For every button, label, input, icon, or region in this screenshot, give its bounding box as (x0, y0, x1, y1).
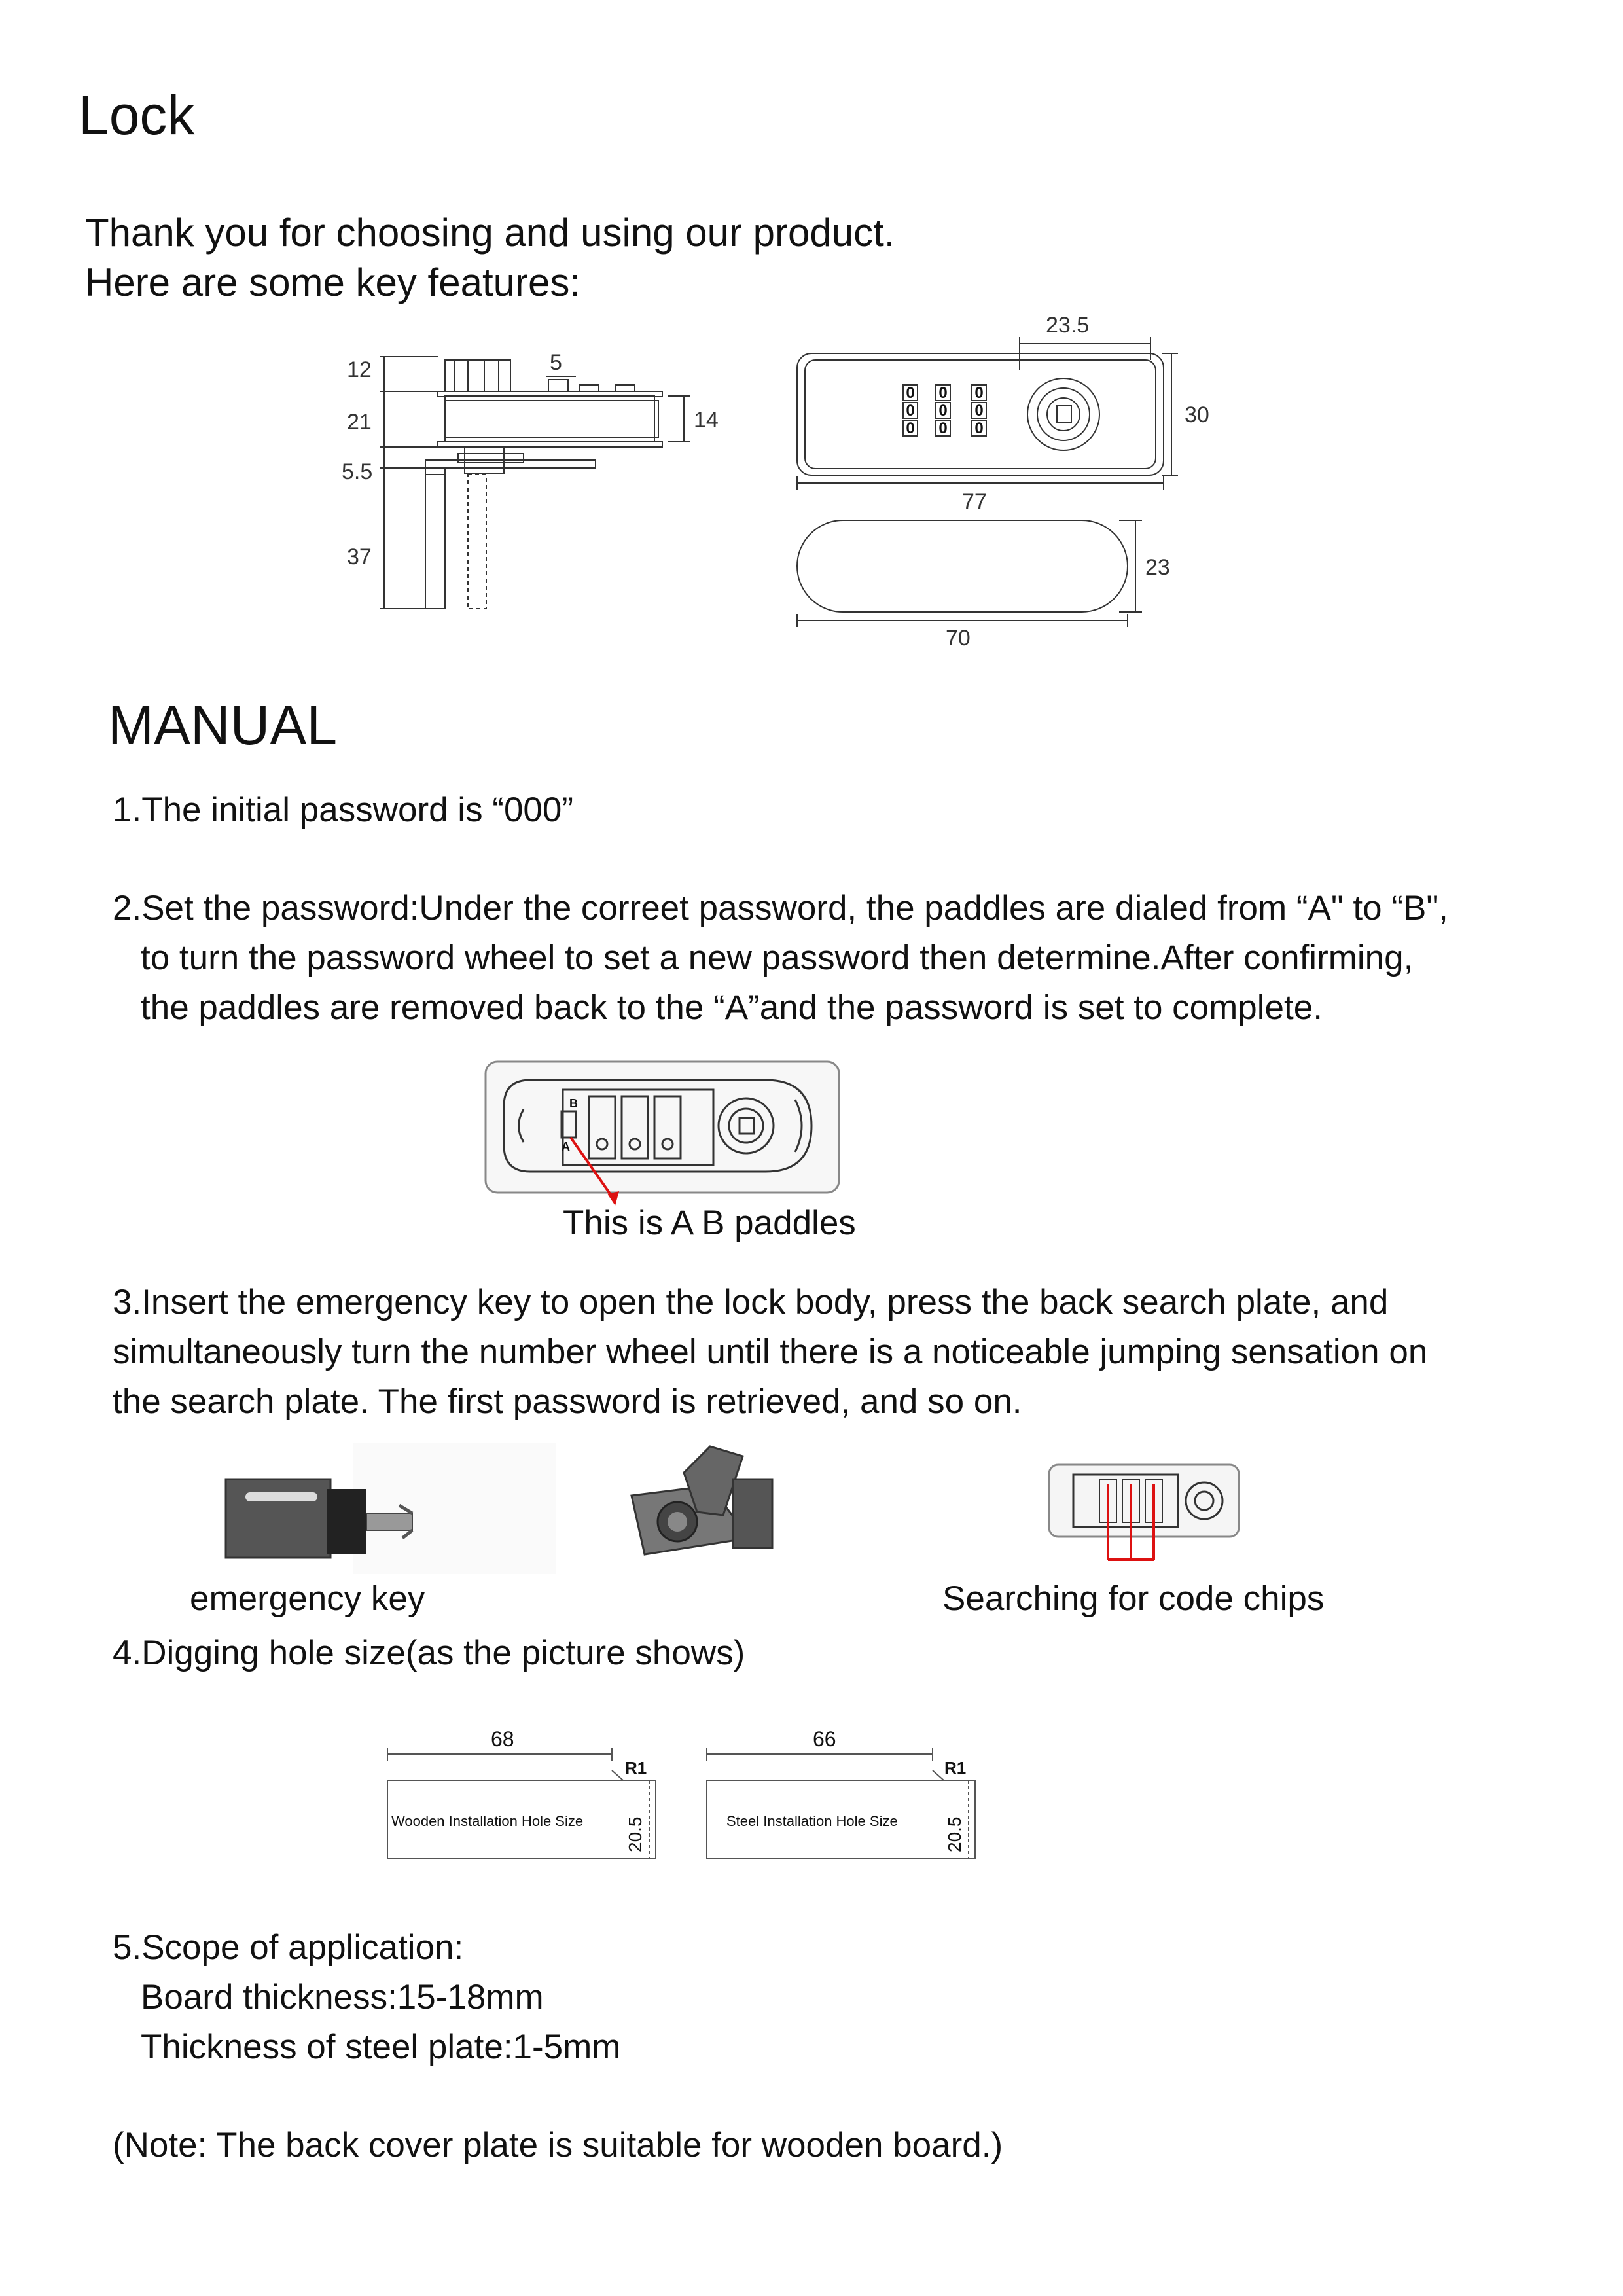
side-view-shaft (425, 475, 445, 609)
dim-side-5: 5 (550, 350, 562, 375)
step-2-line-1: 2.Set the password:Under the correet password, the paddles are dialed from “A" to “B", (113, 889, 1448, 927)
digit: 0 (974, 402, 984, 420)
emergency-key-illustration (223, 1440, 563, 1577)
steel-width-label: 66 (813, 1727, 836, 1751)
code-chips-illustration (1047, 1458, 1243, 1563)
dim-side-21: 21 (347, 410, 372, 435)
emergency-key-caption: emergency key (190, 1579, 425, 1618)
steel-height-label: 20.5 (944, 1816, 965, 1852)
wooden-radius-label: R1 (625, 1758, 647, 1778)
digit: 0 (938, 402, 948, 420)
digit: 0 (974, 420, 984, 437)
dim-front-77: 77 (962, 490, 987, 514)
step-5-steel: Thickness of steel plate:1-5mm (141, 2028, 621, 2066)
digit: 0 (906, 420, 915, 437)
dim-side-12: 12 (347, 357, 372, 382)
step-2-line-2: to turn the password wheel to set a new password then determine.After confirming, (141, 939, 1414, 977)
page-title: Lock (79, 84, 195, 146)
paddle-label-b: B (569, 1097, 578, 1110)
dim-side-14: 14 (694, 408, 719, 433)
dim-front-30: 30 (1185, 403, 1209, 427)
note: (Note: The back cover plate is suitable for wooden board.) (113, 2126, 1003, 2164)
digit: 0 (906, 402, 915, 420)
paddle-label-a: A (562, 1140, 570, 1153)
hole-size-drawings (380, 1721, 1034, 1865)
wooden-height-label: 20.5 (625, 1816, 645, 1852)
step-3-line-2: simultaneously turn the number wheel until there is a noticeable jumping sensation on (113, 1333, 1428, 1371)
manual-heading: MANUAL (108, 694, 338, 756)
steel-radius-label: R1 (944, 1758, 967, 1778)
dim-back-23: 23 (1145, 555, 1170, 580)
step-5-board: Board thickness:15-18mm (141, 1978, 544, 2017)
digit: 0 (938, 384, 948, 402)
dim-side-5-5: 5.5 (342, 459, 373, 484)
code-chips-caption: Searching for code chips (942, 1579, 1325, 1618)
wooden-hole-label: Wooden Installation Hole Size (391, 1813, 584, 1829)
side-view-body (445, 396, 654, 442)
paddles-caption: This is A B paddles (563, 1204, 856, 1242)
steel-hole-label: Steel Installation Hole Size (726, 1813, 898, 1829)
step-2-line-3: the paddles are removed back to the “A”and the password is set to complete. (141, 988, 1323, 1027)
step-3-line-1: 3.Insert the emergency key to open the lock body, press the back search plate, and (113, 1283, 1389, 1321)
paddles-illustration (484, 1060, 844, 1211)
digit: 0 (938, 420, 948, 437)
dim-front-23-5: 23.5 (1046, 313, 1090, 338)
step-3-line-3: the search plate. The first password is retrieved, and so on. (113, 1382, 1022, 1421)
wooden-width-label: 68 (491, 1727, 514, 1751)
front-view-key-cylinder (1027, 378, 1099, 450)
intro-line-2: Here are some key features: (85, 260, 581, 304)
step-5-heading: 5.Scope of application: (113, 1928, 464, 1967)
back-view-plate (797, 520, 1128, 612)
step-4: 4.Digging hole size(as the picture shows) (113, 1634, 745, 1672)
dim-back-70: 70 (946, 626, 971, 651)
lock-with-key-illustration (618, 1440, 782, 1577)
lock-dimension-drawing (327, 308, 1230, 661)
intro-line-1: Thank you for choosing and using our product. (85, 211, 895, 255)
digit: 0 (974, 384, 984, 402)
dim-side-37: 37 (347, 545, 372, 569)
step-1: 1.The initial password is “000” (113, 791, 574, 829)
digit: 0 (906, 384, 915, 402)
